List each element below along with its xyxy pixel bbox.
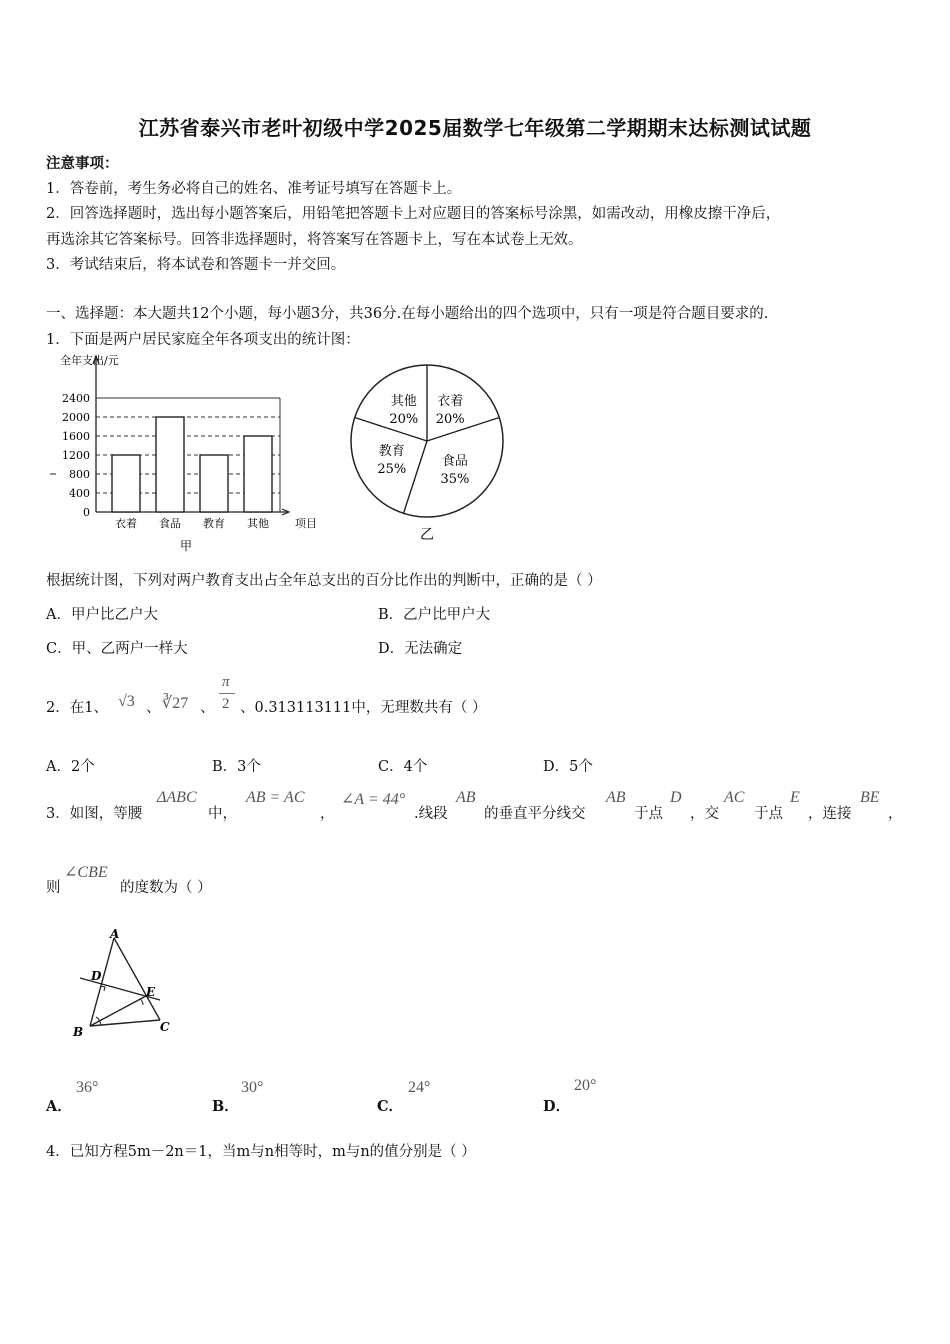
- label-a: A: [110, 927, 120, 941]
- slice-label-食品: 食品: [441, 453, 468, 469]
- x-tick-label: 其他: [247, 517, 269, 530]
- q1-option-b[interactable]: B．乙户比甲户大: [378, 607, 491, 623]
- q3-math: ΔABC: [157, 789, 197, 806]
- q3-text: 于点: [634, 806, 663, 822]
- label-b: B: [73, 1025, 84, 1039]
- q1-option-c[interactable]: C．甲、乙两户一样大: [46, 641, 188, 657]
- q3-text: 的度数为（ ）: [120, 880, 212, 896]
- q3-math: ∠CBE: [64, 864, 108, 881]
- q3-text: ，: [320, 806, 335, 822]
- triangle-figure: [68, 924, 188, 1044]
- x-tick-label: 衣着: [115, 517, 137, 530]
- page-title: 江苏省泰兴市老叶初级中学2025届数学七年级第二学期期末达标测试试题: [138, 116, 812, 140]
- q2-option-c[interactable]: C．4个: [378, 759, 428, 775]
- label-e: E: [146, 985, 156, 999]
- q3-text: 则: [46, 880, 61, 896]
- q3-text: 3．如图，等腰: [46, 806, 143, 822]
- q3-option-a-value: 36°: [76, 1079, 99, 1096]
- q3-text: ，: [888, 806, 903, 822]
- q3-math: AB: [456, 789, 476, 806]
- q3-text: ，交: [690, 806, 719, 822]
- y-axis-label: 全年支出/元: [60, 354, 119, 367]
- q3-option-b-value: 30°: [241, 1079, 264, 1096]
- q3-option-b-letter[interactable]: B．: [212, 1098, 239, 1115]
- q1-option-d[interactable]: D．无法确定: [378, 641, 463, 657]
- q3-option-a-letter[interactable]: A．: [46, 1098, 72, 1115]
- y-tick-label: 2000: [62, 411, 90, 424]
- label-d: D: [91, 969, 102, 983]
- bar-chart-jia: [44, 350, 334, 555]
- q3-text: ，连接: [808, 806, 852, 822]
- pie-chart-yi: [345, 355, 510, 555]
- slice-label-其他: 其他: [390, 394, 417, 410]
- slice-pct-衣着: 20%: [435, 412, 465, 428]
- q3-math: AB = AC: [246, 789, 305, 806]
- bar-教育: [200, 455, 228, 512]
- x-tick-label: 食品: [159, 517, 181, 530]
- y-tick-label: 1600: [62, 430, 90, 443]
- q3-math: BE: [860, 789, 880, 806]
- pi-denominator: 2: [222, 696, 230, 712]
- slice-label-衣着: 衣着: [437, 394, 464, 410]
- y-tick-label: 2400: [62, 392, 90, 405]
- q1-stem: 1．下面是两户居民家庭全年各项支出的统计图：: [46, 332, 360, 348]
- q3-math: ∠A = 44°: [341, 791, 406, 808]
- q3-text: 于点: [754, 806, 783, 822]
- fraction-bar: [219, 693, 235, 694]
- q3-text: 的垂直平分线交: [484, 806, 586, 822]
- q3-option-d-letter[interactable]: D．: [543, 1098, 571, 1115]
- q2-stem-post: 、0.313113111中，无理数共有（ ）: [240, 700, 487, 716]
- slice-label-教育: 教育: [378, 443, 405, 459]
- bar-食品: [156, 417, 184, 512]
- q3-math: AB: [606, 789, 626, 806]
- x-tick-label: 教育: [203, 517, 225, 530]
- q3-option-d-value: 20°: [574, 1077, 597, 1094]
- note-item: 3．考试结束后，将本试卷和答题卡一并交回。: [46, 257, 346, 273]
- y-tick-label: 1200: [62, 449, 90, 462]
- sqrt3: √3: [118, 693, 135, 710]
- y-tick-label: 0: [83, 506, 90, 519]
- y-tick-label: 800: [69, 468, 90, 481]
- q3-math: AC: [724, 789, 745, 806]
- note-item: 2．回答选择题时，选出每小题答案后，用铅笔把答题卡上对应题目的答案标号涂黑，如需改动，用橡皮擦干净后，: [46, 206, 781, 222]
- section-heading: 一、选择题：本大题共12个小题，每小题3分，共36分.在每小题给出的四个选项中，只有一项是符合题目要求的.: [46, 306, 769, 322]
- notes-heading: 注意事项：: [46, 155, 119, 172]
- pi-numerator: π: [222, 674, 230, 690]
- q3-option-c-value: 24°: [408, 1079, 431, 1096]
- separator: 、: [146, 700, 161, 716]
- separator: 、: [200, 700, 215, 716]
- slice-pct-教育: 25%: [377, 461, 407, 477]
- bar-chart-title: 甲: [179, 539, 193, 553]
- note-item: 再选涂其它答案标号。回答非选择题时，将答案写在答题卡上，写在本试卷上无效。: [46, 232, 583, 248]
- label-c: C: [160, 1020, 170, 1034]
- q3-math: E: [790, 789, 800, 806]
- q2-stem-pre: 2．在1、: [46, 700, 108, 716]
- q3-text: 中，: [208, 806, 237, 822]
- q1-question: 根据统计图，下列对两户教育支出占全年总支出的百分比作出的判断中，正确的是（ ）: [46, 573, 602, 589]
- q4-stem: 4．已知方程5m－2n＝1，当m与n相等时，m与n的值分别是（ ）: [46, 1144, 476, 1160]
- q1-option-a[interactable]: A．甲户比乙户大: [46, 607, 158, 623]
- q2-option-d[interactable]: D．5个: [543, 759, 593, 775]
- q2-option-b[interactable]: B．3个: [212, 759, 261, 775]
- note-item: 1．答卷前，考生务必将自己的姓名、准考证号填写在答题卡上。: [46, 181, 462, 197]
- q2-option-a[interactable]: A．2个: [46, 759, 95, 775]
- cbrt27: ∛27: [162, 695, 189, 712]
- bar-其他: [244, 436, 272, 512]
- q3-math: D: [670, 789, 682, 806]
- slice-pct-其他: 20%: [389, 412, 419, 428]
- pie-chart-title: 乙: [420, 527, 434, 543]
- x-axis-label: 项目: [295, 517, 317, 530]
- y-tick-label: 400: [69, 487, 90, 500]
- q3-text: .线段: [414, 806, 448, 822]
- bar-衣着: [112, 455, 140, 512]
- slice-pct-食品: 35%: [440, 471, 470, 487]
- q3-option-c-letter[interactable]: C．: [377, 1098, 404, 1115]
